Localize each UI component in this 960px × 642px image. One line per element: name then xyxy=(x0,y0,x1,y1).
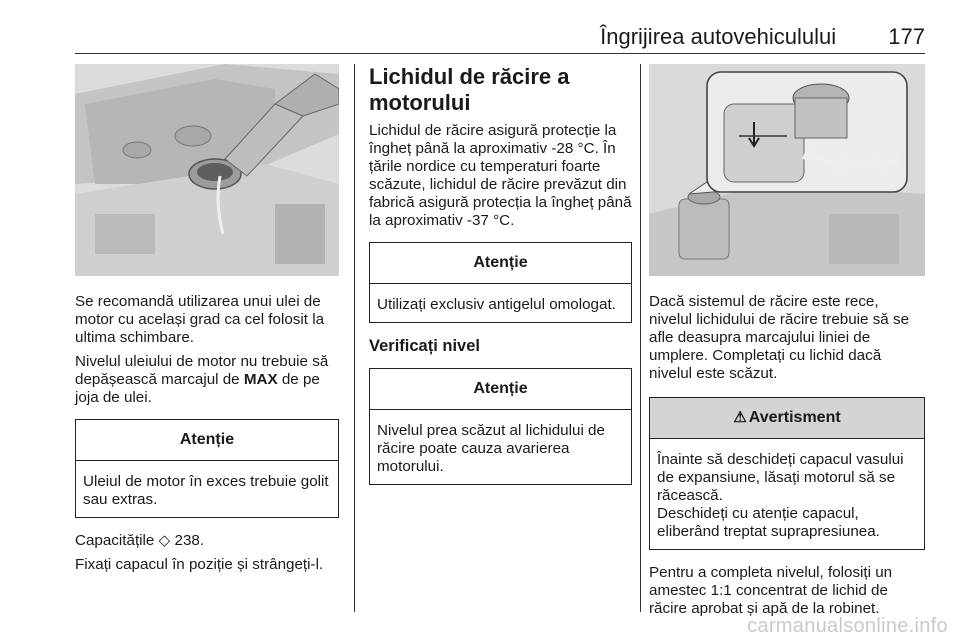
capacity-page-link[interactable]: 238. xyxy=(174,532,205,549)
page-header xyxy=(75,24,925,54)
check-level-subheading: Verificați nivel xyxy=(369,337,480,355)
max-mark: MAX xyxy=(243,371,278,388)
coolant-warning-text xyxy=(650,439,924,549)
coolant-mix-paragraph: Pentru a completa nivelul, folosiți un amestec 1:1 concentrat de lichid de răcire aprobat și apă de la robinet. xyxy=(649,564,893,617)
warning-triangle-icon: ⚠ xyxy=(733,409,747,426)
coolant-section-title: Lichidul de răcire a motorului xyxy=(369,64,570,115)
capacity-reference: Capacitățile ◇ 238. xyxy=(75,532,205,549)
coolant-level-paragraph: Dacă sistemul de răcire este rece, nivelul lichidului de răcire trebuie să se afle deasupra marcajului liniei de umplere. Completați cu lichid dacă nivelul este scăzut. xyxy=(649,293,910,382)
oil-grade-paragraph: Se recomandă utilizarea unui ulei de motor cu același grad ca cel folosit la ultima schimbare. xyxy=(75,293,325,346)
column-2 xyxy=(369,64,632,485)
oil-caution-text: Uleiul de motor în exces trebuie golit sau extras. xyxy=(83,473,329,508)
coolant-warning-box xyxy=(649,397,925,550)
coolant-intro-paragraph: Lichidul de răcire asigură protecție la îngheț până la aproximativ -28 °C. În țările nordice cu temperaturi foarte scăzute, lichidul de răcire prevăzut din fabrică asigură protecția la îngheț până la aproximativ -37 °C. xyxy=(369,122,632,229)
coolant-warning-text-2: Deschideți cu atenție capacul, eliberând treptat suprapresiunea. xyxy=(657,505,880,540)
antifreeze-caution-title: Atenție xyxy=(370,243,631,284)
coolant-level-caution-text: Nivelul prea scăzut al lichidului de răcire poate cauza avarierea motorului. xyxy=(377,422,605,475)
header-rule xyxy=(75,53,925,54)
antifreeze-caution-text: Utilizați exclusiv antigelul omologat. xyxy=(377,296,616,313)
page-header-title: Îngrijirea autovehiculului xyxy=(600,24,837,49)
column-3 xyxy=(649,64,925,618)
coolant-reservoir-illustration xyxy=(649,64,925,276)
coolant-level-caution-title: Atenție xyxy=(370,369,631,410)
column-1 xyxy=(75,64,339,574)
watermark: carmanualsonline.info xyxy=(747,615,948,637)
antifreeze-caution-box xyxy=(369,242,632,323)
coolant-warning-title-bar xyxy=(650,398,924,439)
oil-level-paragraph: Nivelul uleiului de motor nu trebuie să depășească marcajul de MAX de pe joja de ulei. xyxy=(75,353,329,406)
oil-caution-box xyxy=(75,419,339,518)
coolant-level-caution-box xyxy=(369,368,632,485)
engine-oil-filling-illustration xyxy=(75,64,339,276)
coolant-warning-title: Avertisment xyxy=(748,409,841,426)
cross-reference-icon: ◇ xyxy=(158,532,171,549)
column-divider-2 xyxy=(640,64,641,612)
column-divider-1 xyxy=(354,64,355,612)
oil-cap-paragraph: Fixați capacul în poziție și strângeți-l. xyxy=(75,556,324,573)
coolant-warning-text-1: Înainte să deschideți capacul vasului de expansiune, lăsați motorul să se răcească. xyxy=(657,451,904,504)
page-number: 177 xyxy=(888,24,925,49)
oil-caution-title: Atenție xyxy=(76,420,338,461)
